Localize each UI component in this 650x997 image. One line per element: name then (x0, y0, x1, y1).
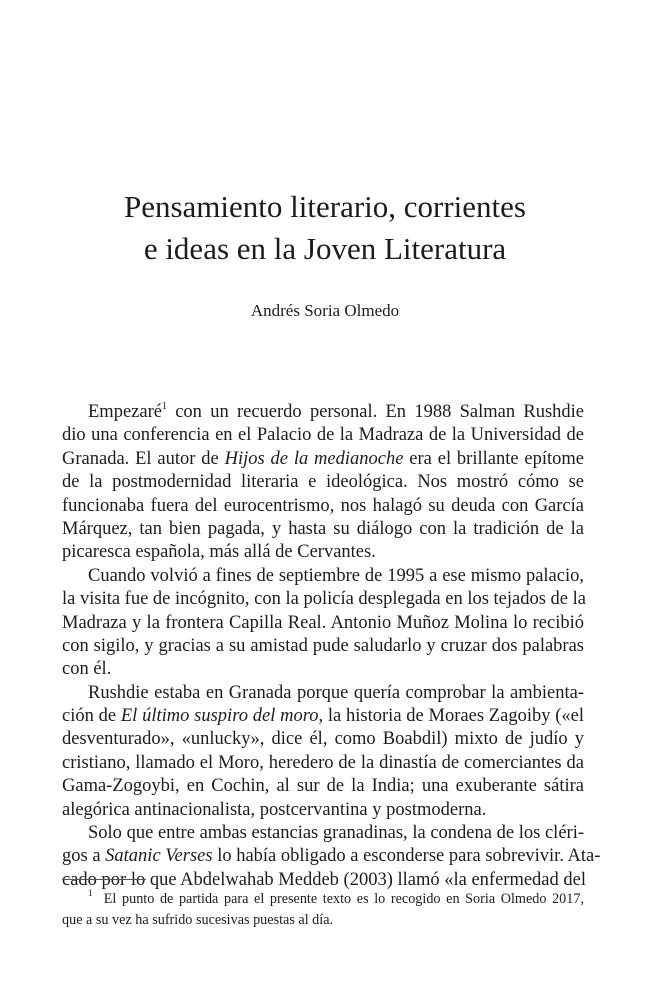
text-line: Granada. El autor de Hijos de la medianoche era el brillante epítome (62, 448, 585, 469)
text-line: alegórica antinacionalista, postcervantina y postmoderna. (62, 799, 487, 820)
footnote-divider (62, 879, 146, 880)
text-line: desventurado», «unlucky», dice él, como Boabdil) mixto de judío y (62, 729, 584, 750)
body-text (62, 400, 601, 892)
text-line: Márquez, tan bien pagada, y hasta su diálogo con la tradición de la (62, 518, 584, 539)
text-line: Solo que entre ambas estancias granadinas, la condena de los cléri- (88, 823, 584, 844)
text-line: cristiano, llamado el Moro, heredero de la dinastía de comerciantes da (62, 752, 584, 773)
text-line: Gama-Zogoybi, en Cochin, al sur de la India; una exuberante sátira (62, 776, 584, 797)
book-title-italic: Hijos de la medianoche (224, 448, 404, 469)
text-line: dio una conferencia en el Palacio de la Madraza de la Universidad de (62, 425, 584, 446)
text-line: la visita fue de incógnito, con la policía desplegada en los tejados de la (62, 589, 586, 610)
title-line-2: e ideas en la Joven Literatura (143, 231, 507, 266)
text-line: Madraza y la frontera Capilla Real. Antonio Muñoz Molina lo recibió (62, 612, 584, 633)
text-line: picaresca española, más allá de Cervantes. (62, 542, 376, 563)
footnote-line: $^1$ El punto de partida para el presente texto es lo recogido en Soria Olmedo 2017, (88, 888, 585, 907)
chapter-title (0, 186, 650, 270)
footnote-line: que a su vez ha sufrido sucesivas puestas al día. (62, 911, 334, 928)
footnote-reference: 1 (161, 400, 167, 412)
footnote (62, 889, 584, 930)
text-line: Empezaré$^1$ con un recuerdo personal. En 1988 Salman Rushdie (88, 400, 584, 422)
text-line: gos a Satanic Verses lo había obligado a esconderse para sobrevivir. Ata- (62, 846, 601, 867)
book-title-italic: El último suspiro del moro (120, 706, 319, 727)
text-line: ción de El último suspiro del moro, la historia de Moraes Zagoiby («el (62, 706, 585, 727)
text-line: Rushdie estaba en Granada porque quería comprobar la ambienta- (88, 682, 584, 703)
text-line: de la postmodernidad literaria e ideológica. Nos mostró cómo se (62, 472, 584, 493)
title-line-1: Pensamiento literario, corrientes (123, 189, 526, 224)
text-line: funcionaba fuera del eurocentrismo, nos halagó su deuda con García (62, 495, 584, 516)
text-line: cado por lo que Abdelwahab Meddeb (2003) llamó «la enfermedad del (62, 869, 586, 890)
book-title-italic: Satanic Verses (105, 846, 213, 867)
author-name: Andrés Soria Olmedo (250, 301, 400, 320)
footnote-marker: 1 (88, 888, 93, 899)
text-line: con él. (62, 659, 112, 680)
text-line: Cuando volvió a fines de septiembre de 1995 a ese mismo palacio, (88, 565, 584, 586)
text-line: con sigilo, y gracias a su amistad pude saludarlo y cruzar dos palabras (62, 635, 584, 656)
